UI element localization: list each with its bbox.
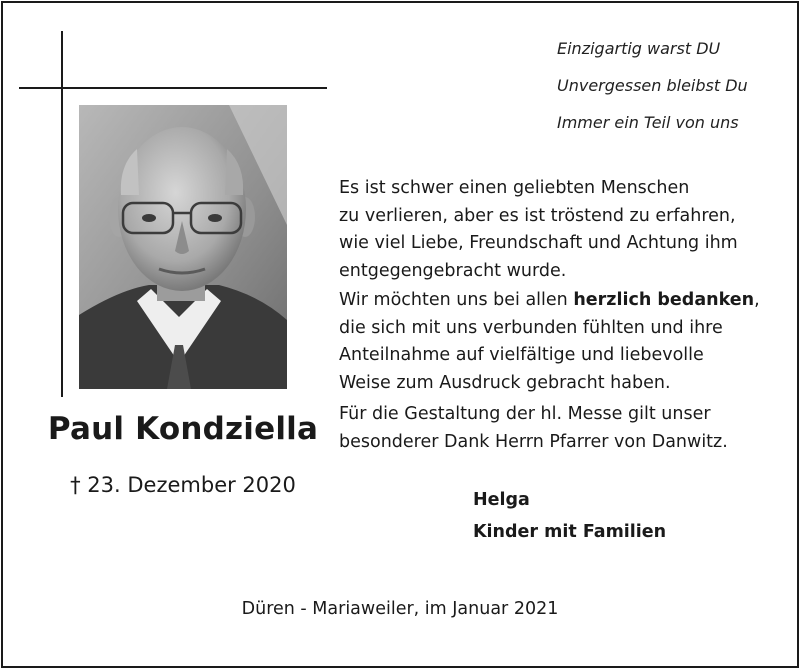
text-line: Weise zum Ausdruck gebracht haben. [339,372,671,393]
text-fragment: Wir möchten uns bei allen [339,290,574,310]
poem [557,36,748,147]
cross-icon-bar [19,87,327,89]
signature-line: Kinder mit Familien [473,522,667,542]
poem-line: Einzigartig warst DU [557,39,721,58]
paragraph-thanks [339,287,779,397]
text-line: besonderer Dank Herrn Pfarrer von Danwitz. [339,431,728,452]
signature-line: Helga [473,490,530,510]
text-line: zu verlieren, aber es ist tröstend zu erfahren, [339,205,736,226]
emphasis-text: herzlich bedanken [573,290,755,310]
text-line: die sich mit uns verbunden fühlten und ihre [339,317,723,338]
place-date-footer: Düren - Mariaweiler, im Januar 2021 [241,599,559,619]
paragraph-condolence [339,175,779,285]
poem-line: Unvergessen bleibst Du [557,76,748,95]
signature [473,487,666,551]
paragraph-mass [339,401,779,456]
text-line [339,287,779,315]
portrait-photo [79,105,287,389]
poem-line: Immer ein Teil von uns [557,113,739,132]
text-line: Anteilnahme auf vielfältige und liebevolle [339,345,704,365]
text-line: wie viel Liebe, Freundschaft und Achtung ihm [339,233,738,253]
cross-icon [61,31,63,397]
text-line: entgegengebracht wurde. [339,260,567,281]
death-date: † 23. Dezember 2020 [70,473,296,497]
deceased-name: Paul Kondziella [47,411,319,447]
text-fragment: , [754,290,760,310]
text-line: Für die Gestaltung der hl. Messe gilt unser [339,404,711,424]
obituary-card [1,1,799,668]
text-line: Es ist schwer einen geliebten Menschen [339,178,690,198]
